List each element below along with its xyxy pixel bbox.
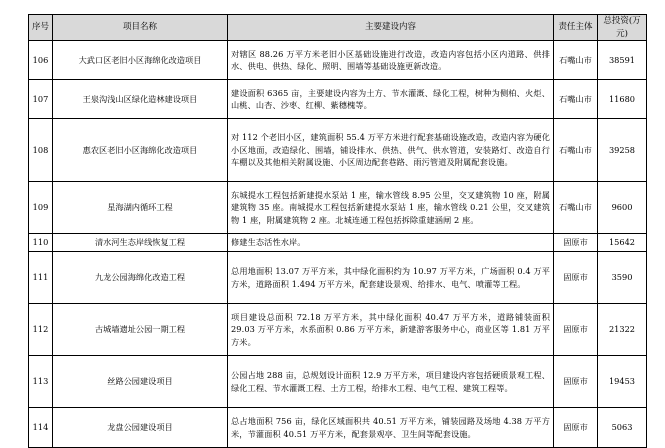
row-owner: 石嘴山市 bbox=[554, 119, 598, 182]
table-row bbox=[29, 182, 647, 234]
row-owner: 固原市 bbox=[554, 304, 598, 356]
table-body bbox=[29, 41, 647, 448]
row-project-name: 龙盘公园建设项目 bbox=[53, 408, 228, 448]
row-owner: 固原市 bbox=[554, 356, 598, 408]
row-num: 107 bbox=[29, 80, 53, 119]
row-project-name: 星海湖内循环工程 bbox=[53, 182, 228, 234]
row-num: 106 bbox=[29, 41, 53, 80]
row-content: 对辖区 88.26 万平方米老旧小区基础设施进行改造，改造内容包括小区内道路、供排水、供电、供热、绿化、照明、围墙等基础设施更新改造。 bbox=[228, 41, 554, 80]
row-content: 公园占地 288 亩，总规划设计面积 12.9 万平方米，项目建设内容包括硬质景观工程、绿化工程、节水灌溉工程、土方工程，给排水工程、电气工程、建筑工程等。 bbox=[228, 356, 554, 408]
row-owner: 石嘴山市 bbox=[554, 41, 598, 80]
row-content: 修建生态活性水岸。 bbox=[228, 234, 554, 252]
row-invest: 3590 bbox=[598, 252, 647, 304]
row-num: 109 bbox=[29, 182, 53, 234]
row-owner: 固原市 bbox=[554, 234, 598, 252]
project-table-container bbox=[28, 14, 646, 448]
table-row bbox=[29, 80, 647, 119]
table-row bbox=[29, 41, 647, 80]
header-invest: 总投资(万元) bbox=[598, 15, 647, 41]
table-row bbox=[29, 252, 647, 304]
header-num: 序号 bbox=[29, 15, 53, 41]
row-invest: 9600 bbox=[598, 182, 647, 234]
row-num: 111 bbox=[29, 252, 53, 304]
row-project-name: 清水河生态岸线恢复工程 bbox=[53, 234, 228, 252]
row-owner: 石嘴山市 bbox=[554, 80, 598, 119]
row-content: 项目建设总面积 72.18 万平方米，其中绿化面积 40.47 万平方米，道路铺装面积 29.03 万平方米，水系面积 0.86 万平方米，新建游客服务中心，商业区等 1.81 万平方米。 bbox=[228, 304, 554, 356]
row-num: 112 bbox=[29, 304, 53, 356]
row-content: 建设面积 6365 亩，主要建设内容为土方、节水灌溉、绿化工程，树种为侧柏、火炬、山桃、山杏、沙枣、红柳、紫穗槐等。 bbox=[228, 80, 554, 119]
row-invest: 19453 bbox=[598, 356, 647, 408]
table-row bbox=[29, 304, 647, 356]
row-invest: 21322 bbox=[598, 304, 647, 356]
row-num: 110 bbox=[29, 234, 53, 252]
header-owner: 责任主体 bbox=[554, 15, 598, 41]
row-invest: 5063 bbox=[598, 408, 647, 448]
table-row bbox=[29, 356, 647, 408]
row-owner: 石嘴山市 bbox=[554, 182, 598, 234]
project-table bbox=[28, 14, 647, 448]
row-project-name: 王泉沟浅山区绿化造林建设项目 bbox=[53, 80, 228, 119]
header-row bbox=[29, 15, 647, 41]
row-project-name: 大武口区老旧小区海绵化改造项目 bbox=[53, 41, 228, 80]
row-invest: 15642 bbox=[598, 234, 647, 252]
table-row bbox=[29, 119, 647, 182]
header-content: 主要建设内容 bbox=[228, 15, 554, 41]
row-num: 108 bbox=[29, 119, 53, 182]
row-project-name: 丝路公园建设项目 bbox=[53, 356, 228, 408]
row-content: 总用地面积 13.07 万平方米，其中绿化面积约为 10.97 万平方米，广场面积 0.4 万平方米，道路面积 1.494 万平方米，配套建设景观、给排水、电气、喷灌等工程。 bbox=[228, 252, 554, 304]
row-project-name: 古城墙遗址公园一期工程 bbox=[53, 304, 228, 356]
header-name: 项目名称 bbox=[53, 15, 228, 41]
table-row bbox=[29, 408, 647, 448]
row-invest: 39258 bbox=[598, 119, 647, 182]
row-owner: 固原市 bbox=[554, 252, 598, 304]
row-project-name: 惠农区老旧小区海绵化改造项目 bbox=[53, 119, 228, 182]
row-content: 总占地面积 756 亩，绿化区域面积共 40.51 万平方米，铺装园路及场地 4.38 万平方米，节灌面积 40.51 万平方米，配套景观亭、卫生间等配套设施。 bbox=[228, 408, 554, 448]
row-invest: 11680 bbox=[598, 80, 647, 119]
row-num: 113 bbox=[29, 356, 53, 408]
table-row bbox=[29, 234, 647, 252]
row-owner: 固原市 bbox=[554, 408, 598, 448]
row-content: 东城提水工程包括新建提水泵站 1 座，输水管线 8.95 公里，交叉建筑物 10 座，附属建筑物 35 座。南城提水工程包括新建提水泵站 1 座，输水管线 0.21 公里，交叉建筑物 1 座，附属建筑物 2 座。北城连通工程包括拆除重建涵闸 2 座。 bbox=[228, 182, 554, 234]
row-invest: 38591 bbox=[598, 41, 647, 80]
row-num: 114 bbox=[29, 408, 53, 448]
row-content: 对 112 个老旧小区，建筑面积 55.4 万平方米进行配套基础设施改造，改造内容为硬化小区地面，改造绿化、围墙，铺设排水、供热、供气、供水管道，安装路灯、改造自行车棚以及其他相关附属设施、小区周边配套巷路、雨污管道及附属配套设施。 bbox=[228, 119, 554, 182]
row-project-name: 九龙公园海绵化改造工程 bbox=[53, 252, 228, 304]
table-header bbox=[29, 15, 647, 41]
